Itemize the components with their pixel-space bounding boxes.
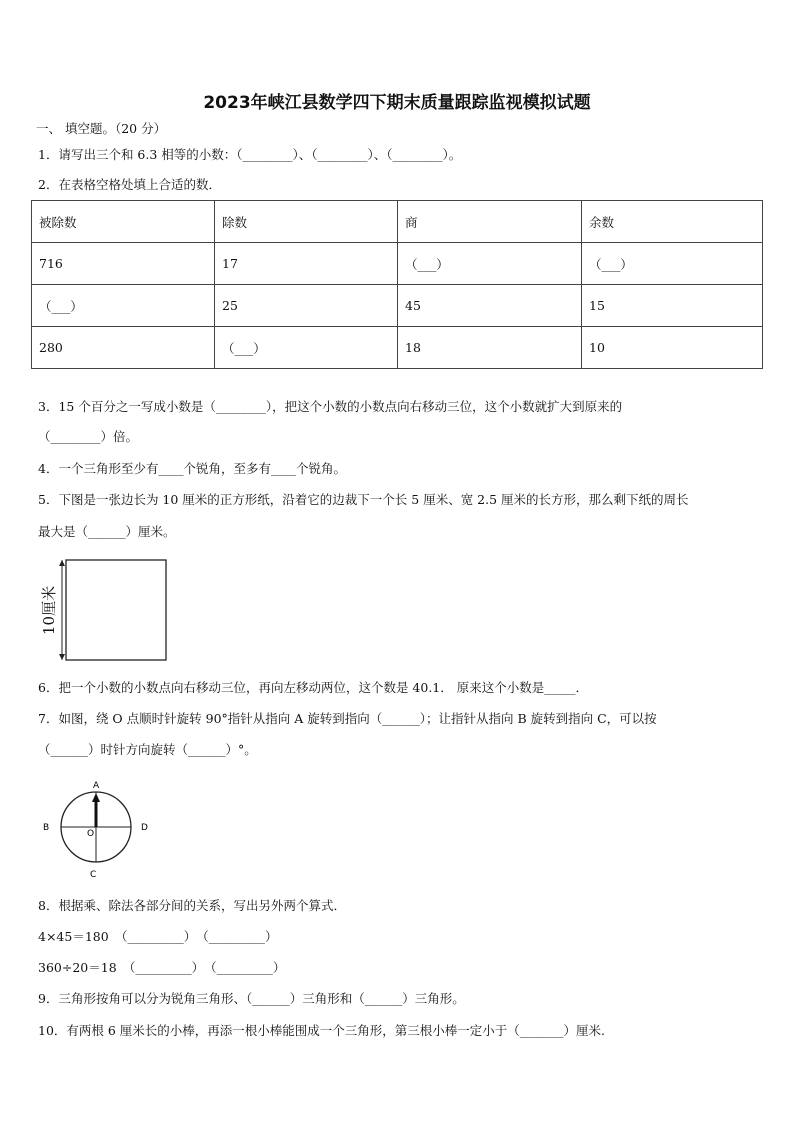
square-shape <box>66 560 166 660</box>
dial-figure <box>38 778 158 882</box>
question-2: 2．在表格空格处填上合适的数． <box>38 177 221 192</box>
question-7-line-2: （______）时针方向旋转（______）°。 <box>38 742 257 757</box>
dial-label-a: A <box>93 781 100 791</box>
division-table <box>31 200 763 369</box>
table-cell: 18 <box>398 327 582 369</box>
table-row <box>32 243 763 285</box>
question-4: 4．一个三角形至少有____个锐角，至多有____个锐角。 <box>38 461 346 476</box>
table-row <box>32 327 763 369</box>
table-cell: （___） <box>582 243 763 285</box>
table-row <box>32 285 763 327</box>
page-title: 2023年峡江县数学四下期末质量跟踪监视模拟试题 <box>203 93 591 113</box>
question-8-row-1: 4×45＝180 （_________） （_________） <box>38 929 278 944</box>
table-cell: （___） <box>32 285 215 327</box>
table-header-cell: 被除数 <box>32 201 215 243</box>
table-header-cell: 商 <box>398 201 582 243</box>
table-cell: 10 <box>582 327 763 369</box>
table-cell: （___） <box>398 243 582 285</box>
table-cell: 15 <box>582 285 763 327</box>
table-header-cell: 除数 <box>215 201 398 243</box>
question-5-line-2: 最大是（______）厘米。 <box>38 524 176 539</box>
arrow-up-icon <box>59 560 65 566</box>
square-figure <box>36 555 176 665</box>
question-3-line-2: （________）倍。 <box>38 429 139 444</box>
section-heading: 一、 填空题。（20 分） <box>36 121 167 136</box>
pointer-arrow-icon <box>92 793 100 802</box>
square-side-label: 10厘米 <box>40 585 58 635</box>
question-10: 10．有两根 6 厘米长的小棒，再添一根小棒能围成一个三角形，第三根小棒一定小于（_______）厘米. <box>38 1023 606 1038</box>
table-cell: 716 <box>32 243 215 285</box>
table-cell: 17 <box>215 243 398 285</box>
dial-label-d: D <box>141 823 148 833</box>
table-cell: 45 <box>398 285 582 327</box>
dial-label-c: C <box>90 870 97 880</box>
table-cell: （___） <box>215 327 398 369</box>
dial-label-b: B <box>43 823 50 833</box>
question-3-line-1: 3．15 个百分之一写成小数是（________），把这个小数的小数点向右移动三位，这个小数就扩大到原来的 <box>38 399 623 414</box>
table-header-row <box>32 201 763 243</box>
question-9: 9．三角形按角可以分为锐角三角形、（______）三角形和（______）三角形。 <box>38 991 465 1006</box>
table-header-cell: 余数 <box>582 201 763 243</box>
question-8-row-2: 360÷20＝18 （_________） （_________） <box>38 960 286 975</box>
question-7-line-1: 7．如图，绕 O 点顺时针旋转 90°指针从指向 A 旋转到指向（______）；让指针从指向 B 旋转到指向 C，可以按 <box>38 711 657 726</box>
table-cell: 280 <box>32 327 215 369</box>
question-5-line-1: 5．下图是一张边长为 10 厘米的正方形纸，沿着它的边裁下一个长 5 厘米、宽 2.5 厘米的长方形，那么剩下纸的周长 <box>38 492 689 507</box>
question-8: 8．根据乘、除法各部分间的关系，写出另外两个算式． <box>38 898 346 913</box>
table-cell: 25 <box>215 285 398 327</box>
question-6: 6．把一个小数的小数点向右移动三位，再向左移动两位，这个数是 40.1． 原来这个小数是_____． <box>38 680 588 695</box>
dial-label-o: O <box>87 829 95 839</box>
question-1: 1．请写出三个和 6.3 相等的小数：（________）、（________）、（________）。 <box>38 147 462 162</box>
arrow-down-icon <box>59 654 65 660</box>
